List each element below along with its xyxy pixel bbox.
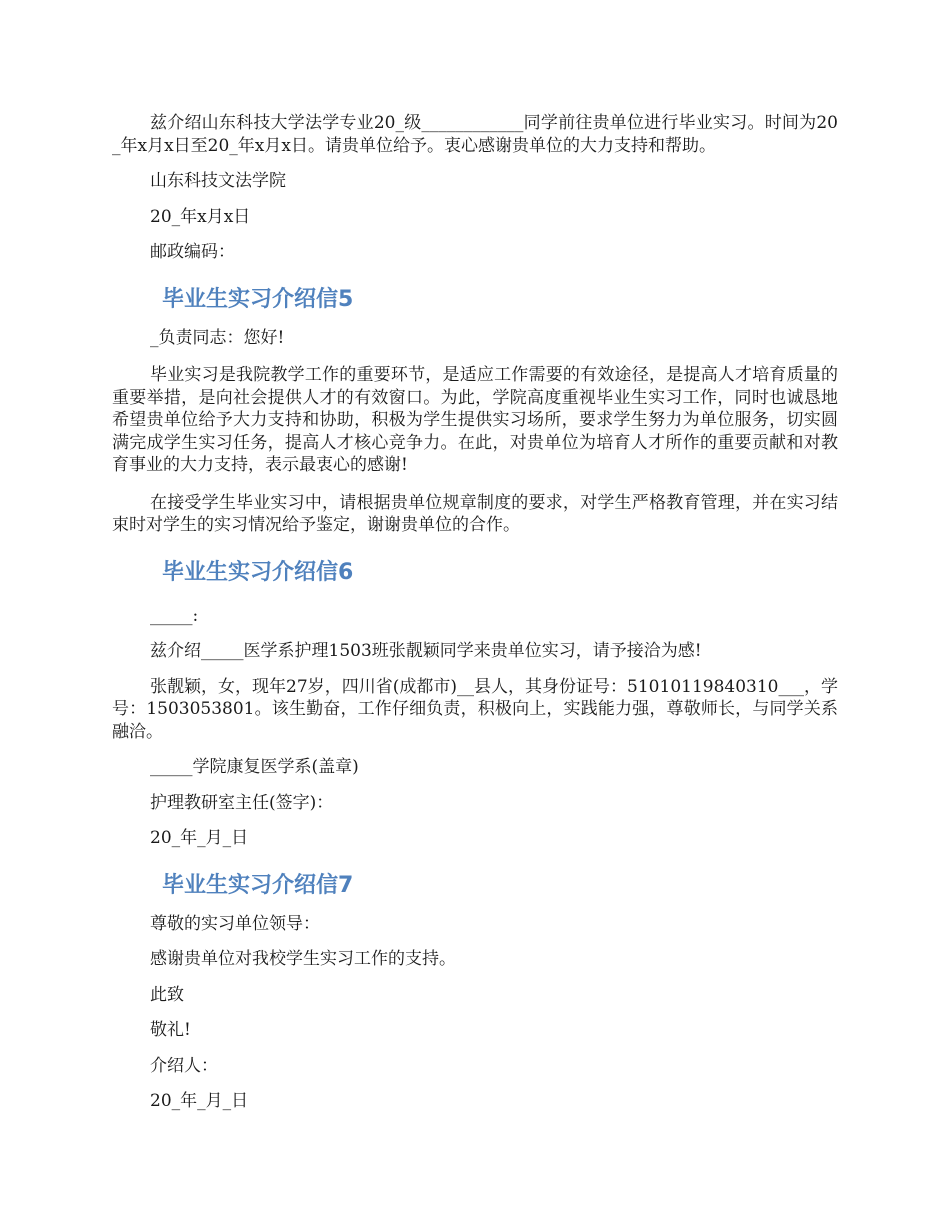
- section-heading-7: 毕业生实习介绍信7: [162, 872, 354, 898]
- letter7-introducer: 介绍人：: [150, 1055, 218, 1076]
- letter7-closing-1: 此致: [150, 984, 184, 1005]
- letter6-seal-line: _____学院康复医学系(盖章): [150, 757, 359, 777]
- letter5-salutation: _负责同志：您好!: [150, 327, 285, 348]
- letter6-date: 20_年_月_日: [150, 828, 249, 848]
- postal-code-label: 邮政编码：: [150, 242, 235, 262]
- section-heading-5: 毕业生实习介绍信5: [162, 286, 354, 312]
- letter6-introduction: 兹介绍_____医学系护理1503班张靓颖同学来贵单位实习，请予接洽为感!: [150, 641, 702, 661]
- intro-paragraph: 兹介绍山东科技大学法学专业20_级____________同学前往贵单位进行毕业实习。时间为20_年x月x日至20_年x月x日。请贵单位给予。衷心感谢贵单位的大力支持和帮助。: [112, 113, 838, 156]
- issue-date: 20_年x月x日: [150, 206, 251, 227]
- letter7-closing-2: 敬礼!: [150, 1020, 191, 1040]
- letter7-date: 20_年_月_日: [150, 1091, 249, 1111]
- college-name: 山东科技文法学院: [150, 171, 286, 191]
- letter6-student-details: 张靓颖，女，现年27岁，四川省(成都市)__县人，其身份证号：51010119840310___，学号：1503053801。该生勤奋，工作仔细负责，积极向上，实践能力强，尊敬师长，与同学关系融洽。: [112, 676, 838, 742]
- letter6-signature-line: 护理教研室主任(签字)：: [150, 792, 334, 813]
- section-heading-6: 毕业生实习介绍信6: [162, 559, 354, 585]
- letter7-thanks: 感谢贵单位对我校学生实习工作的支持。: [150, 949, 456, 969]
- letter5-body-paragraph-1: 毕业实习是我院教学工作的重要环节，是适应工作需要的有效途径，是提高人才培育质量的重要举措，是向社会提供人才的有效窗口。为此，学院高度重视毕业生实习工作，同时也诚恳地希望贵单位给予大力支持和协助，积极为学生提供实习场所，要求学生努力为单位服务，切实圆满完成学生实习任务，提高人才核心竞争力。在此，对贵单位为培育人才所作的重要贡献和对教育事业的大力支持，表示最衷心的感谢!: [112, 365, 838, 475]
- letter5-body-paragraph-2: 在接受学生毕业实习中，请根据贵单位规章制度的要求，对学生严格教育管理，并在实习结束时对学生的实习情况给予鉴定，谢谢贵单位的合作。: [112, 492, 838, 535]
- letter6-salutation: _____:: [150, 605, 199, 626]
- letter7-salutation: 尊敬的实习单位领导：: [150, 913, 320, 934]
